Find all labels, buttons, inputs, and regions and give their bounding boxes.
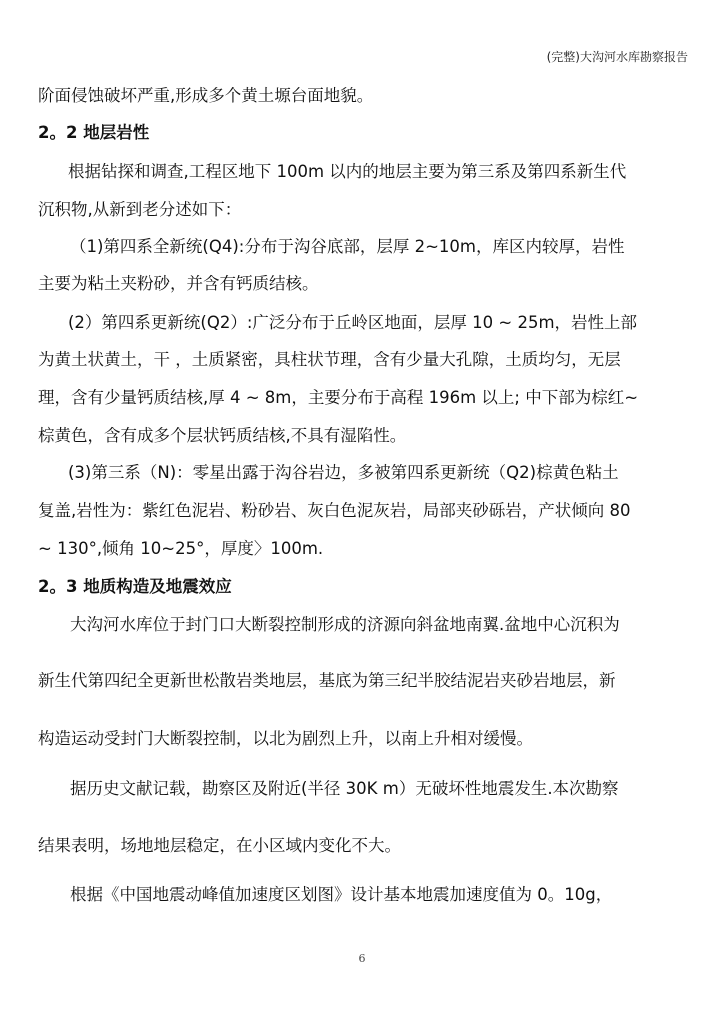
text-line: 理，含有少量钙质结核,厚 4 ~ 8m，主要分布于高程 196m 以上; 中下部为棕红~ [38,388,639,407]
text-line: 据历史文献记载，勘察区及附近(半径 30K m）无破坏性地震发生.本次勘察 [70,779,619,798]
text-line: 构造运动受封门大断裂控制，以北为剧烈上升，以南上升相对缓慢。 [38,729,533,748]
page-header: (完整)大沟河水库勘察报告 [546,50,688,64]
text-line: 根据钻探和调查,工程区地下 100m 以内的地层主要为第三系及第四系新生代 [68,162,627,181]
text-line: 沉积物,从新到老分述如下： [38,200,242,219]
page-number: 6 [358,952,366,965]
text-line: 棕黄色，含有成多个层状钙质结核,不具有湿陷性。 [38,426,407,445]
text-line: 结果表明，场地地层稳定，在小区域内变化不大。 [38,836,401,855]
text-line: （1)第四系全新统(Q4):分布于沟谷底部，层厚 2~10m，库区内较厚，岩性 [70,237,625,256]
text-line: 根据《中国地震动峰值加速度区划图》设计基本地震加速度值为 0。10g， [70,885,613,904]
section-heading: 2。2 地层岩性 [38,123,150,142]
text-line: (3)第三系（N)：零星出露于沟谷岩边，多被第四系更新统（Q2)棕黄色粘土 [68,463,619,482]
text-line: 主要为粘土夹粉砂，并含有钙质结核。 [38,274,319,293]
text-line: 大沟河水库位于封门口大断裂控制形成的济源向斜盆地南翼.盆地中心沉积为 [70,615,620,634]
text-line: 阶面侵蚀破坏严重,形成多个黄土塬台面地貌。 [38,86,374,105]
text-line: (2）第四系更新统(Q2）:广泛分布于丘岭区地面，层厚 10 ~ 25m，岩性上部 [68,313,638,332]
text-line: 复盖,岩性为：紫红色泥岩、粉砂岩、灰白色泥灰岩，局部夹砂砾岩，产状倾向 80 [38,501,631,520]
text-line: 为黄土状黄土，干 ，土质紧密，具柱状节理，含有少量大孔隙，土质均匀，无层 [38,350,621,369]
text-line: ~ 130°,倾角 10~25°，厚度〉100m. [38,539,324,558]
text-line: 新生代第四纪全更新世松散岩类地层，基底为第三纪半胶结泥岩夹砂岩地层，新 [38,671,616,690]
section-heading: 2。3 地质构造及地震效应 [38,577,232,596]
